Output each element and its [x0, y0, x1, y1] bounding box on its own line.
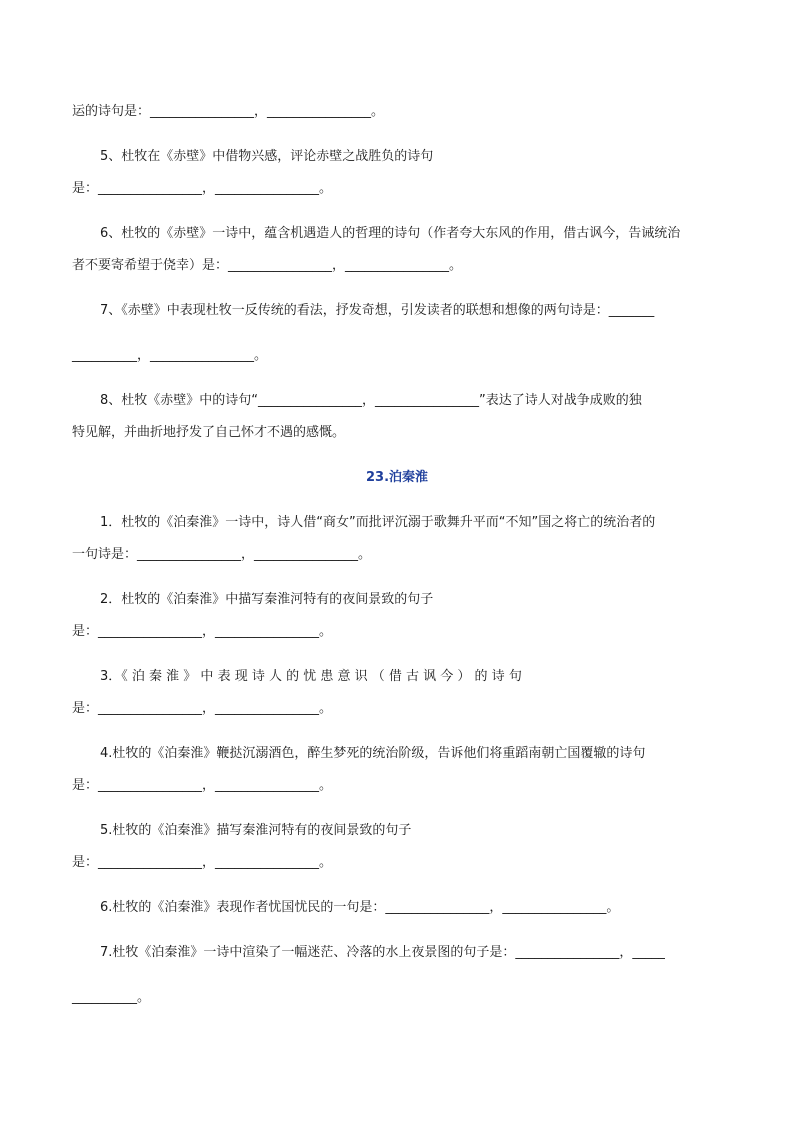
- fill-in-question-7: 7、《赤壁》中表现杜牧一反传统的看法，抒发奇想，引发读者的联想和想像的两句诗是：_______: [100, 303, 655, 318]
- fill-in-question-b7-answer: __________。: [72, 990, 151, 1005]
- fill-in-question-b2-answer: 是：________________，________________。: [72, 624, 333, 639]
- section-heading: [0, 469, 794, 487]
- fill-in-question-b5-answer: 是：________________，________________。: [72, 855, 333, 870]
- fill-in-question-b4: 4.杜牧的《泊秦淮》鞭挞沉溺酒色，醉生梦死的统治阶级，告诉他们将重蹈南朝亡国覆辙的诗句: [100, 746, 646, 761]
- fill-in-question-b6: 6.杜牧的《泊秦淮》表现作者忧国忧民的一句是：________________，________________。: [100, 900, 620, 915]
- fill-in-question-b1-answer: 一句诗是：________________，________________。: [72, 547, 372, 562]
- fill-in-question-b3-answer: 是：________________，________________。: [72, 701, 333, 716]
- fill-in-question-b3: 3．《 泊 秦 淮 》 中 表 现 诗 人 的 忧 患 意 识 （ 借 古 讽 今 ） 的 诗 句: [100, 669, 522, 684]
- fill-in-question-b1: 1．杜牧的《泊秦淮》一诗中，诗人借“商女”而批评沉溺于歌舞升平而“不知”国之将亡的统治者的: [100, 515, 656, 530]
- fill-in-question-7-answer: __________，________________。: [72, 348, 268, 363]
- fill-in-question-b2: 2．杜牧的《泊秦淮》中描写秦淮河特有的夜间景致的句子: [100, 592, 434, 607]
- fill-in-question-8-cont: 特见解，并曲折地抒发了自己怀才不遇的感慨。: [72, 425, 346, 440]
- fill-in-question-6: 6、杜牧的《赤壁》一诗中，蕴含机遇造人的哲理的诗句（作者夸大东风的作用，借古讽今，告诫统治: [100, 226, 681, 241]
- fill-in-question-b7: 7.杜牧《泊秦淮》一诗中渲染了一幅迷茫、冷落的水上夜景图的句子是：________________，_____: [100, 945, 665, 960]
- fill-in-question-6-answer: 者不要寄希望于侥幸）是：________________，________________。: [72, 258, 463, 273]
- fill-in-question-b5: 5.杜牧的《泊秦淮》描写秦淮河特有的夜间景致的句子: [100, 823, 412, 838]
- fill-in-question-5-answer: 是：________________，________________。: [72, 181, 333, 196]
- section-title: 23.泊秦淮: [365, 470, 429, 485]
- fill-in-question-4-cont: 运的诗句是：________________，________________。: [72, 104, 385, 119]
- fill-in-question-8: 8、杜牧《赤壁》中的诗句“________________，________________”表达了诗人对战争成败的独: [100, 393, 642, 408]
- fill-in-question-5: 5、杜牧在《赤壁》中借物兴感，评论赤壁之战胜负的诗句: [100, 149, 434, 164]
- fill-in-question-b4-answer: 是：________________，________________。: [72, 778, 333, 793]
